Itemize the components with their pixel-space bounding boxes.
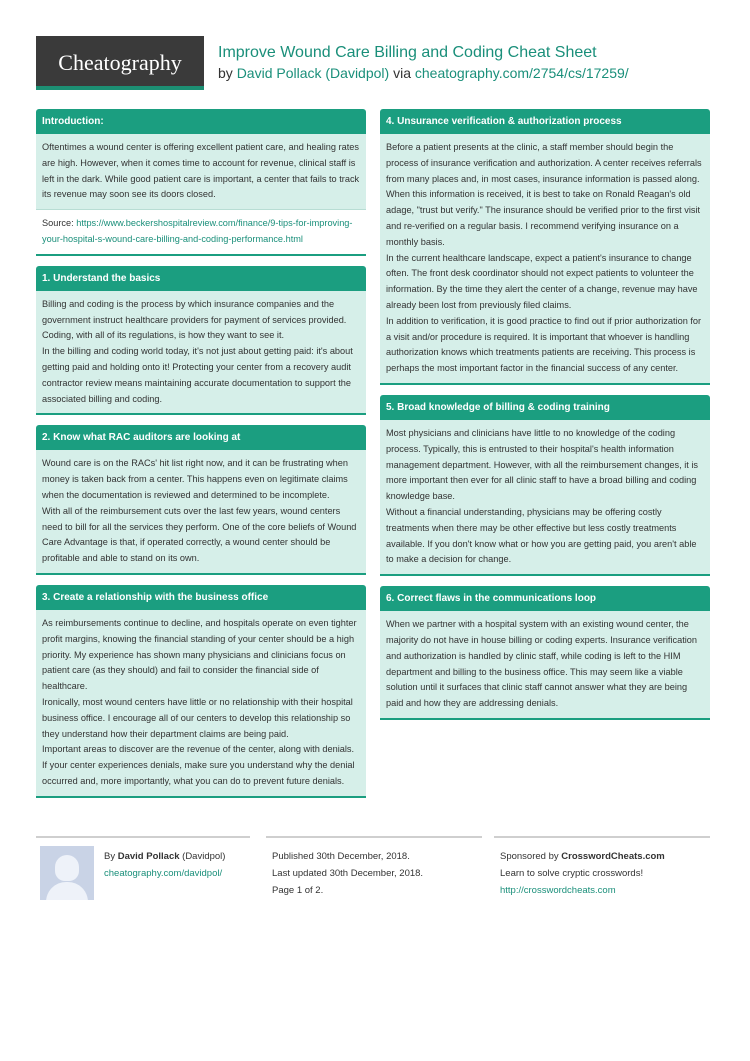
source-row (36, 209, 366, 254)
paragraph: Most physicians and clinicians have little to no knowledge of the coding process. Typically, this is entrusted to their hospital's health information management department. However, with all the reimbursement changes, it is more important then ever for all clinic staff to have a broad billing and coding knowledge base. (386, 427, 699, 502)
section-communications-loop (380, 586, 710, 720)
right-column (380, 109, 710, 730)
paragraph: In addition to verification, it is good practice to find out if prior authorization for a visit and/or procedure is required. It is important that whoever is handling authorization knows which treatments patients are receiving. This process is perhaps the most important factor in the financial success of any center. (386, 315, 702, 374)
section-heading: Introduction: (36, 109, 366, 134)
section-rac-auditors (36, 425, 366, 575)
section-heading: 5. Broad knowledge of billing & coding training (380, 395, 710, 420)
sponsor-name: CrosswordCheats.com (561, 851, 665, 862)
sponsored-by-label: Sponsored by (500, 851, 559, 862)
footer-sponsor (494, 836, 710, 899)
section-heading: 1. Understand the basics (36, 266, 366, 291)
paragraph: As reimbursements continue to decline, and hospitals operate on even tighter profit margins, knowing the financial standing of your center should be a high priority. My experience has shown many physicians and clinicians focus on patient care (as they should) and fail to consider the financial side of healthcare. (42, 617, 357, 692)
footer-author-name: David Pollack (117, 851, 180, 862)
page-title: Improve Wound Care Billing and Coding Cheat Sheet (218, 44, 597, 61)
section-heading: 6. Correct flaws in the communications loop (380, 586, 710, 611)
paragraph: Without a financial understanding, physicians may be offering costly treatments when there may be other effective but less costly treatments available. If you don't know what or how you are getting paid, you aren't able to make a decision for change. (386, 506, 697, 565)
section-billing-training (380, 395, 710, 576)
section-body (380, 420, 710, 574)
paragraph: In the current healthcare landscape, expect a patient's insurance to change often. The front desk coordinator should not expect patients to volunteer the information. By the time they alert the center of a change, revenue may have already been lost from previously filed claims. (386, 252, 698, 310)
paragraph: Oftentimes a wound center is offering excellent patient care, and healing rates are high. However, when it comes time to account for revenue, clinical staff is left in the dark. While good patient care is important, a center that fails to track its revenue may soon see its doors closed. (42, 142, 360, 200)
section-body (380, 611, 710, 718)
sponsor-tagline: Learn to solve cryptic crosswords! (500, 868, 644, 879)
page-number: Page 1 of 2. (272, 885, 324, 896)
byline (218, 65, 629, 81)
section-body (36, 134, 366, 209)
paragraph: In the billing and coding world today, it's not just about getting paid: it's about getting paid and holding onto it! Protecting your center from a recovery audit contractor review means maintaining accurate documentation to support the associated billing and coding. (42, 346, 353, 404)
source-label: Source: (42, 218, 74, 229)
section-heading: 3. Create a relationship with the business office (36, 585, 366, 610)
section-introduction (36, 109, 366, 256)
paragraph: Ironically, most wound centers have little or no relationship with their hospital business office. I encourage all of our centers to develop this relationship so they understand how their department claims are being paid. (42, 696, 353, 739)
byline-via: via (393, 65, 411, 81)
published-date: Published 30th December, 2018. (272, 851, 410, 862)
paragraph: Wound care is on the RACs' hit list right now, and it can be frustrating when money is taken back from a center. This happens even on legitimate claims when the documentation is reviewed and determined to be incomplete. (42, 458, 348, 500)
section-understand-basics (36, 266, 366, 416)
paragraph: Important areas to discover are the revenue of the center, along with denials. If your center experiences denials, make sure you understand why the denial occurred and, more importantly, what you can do to prevent future denials. (42, 744, 355, 786)
author-info (104, 848, 250, 882)
section-business-office (36, 585, 366, 798)
footer-author-link[interactable]: cheatography.com/davidpol/ (104, 868, 223, 879)
title-block (218, 44, 629, 81)
paragraph: Billing and coding is the process by which insurance companies and the government instruct healthcare providers for payment of services provided. Coding, with all of its regulations, is how they want to see it. (42, 298, 347, 341)
sheet-url-link[interactable]: cheatography.com/2754/cs/17259/ (414, 65, 629, 81)
cheatography-logo[interactable]: Cheatography (36, 36, 204, 90)
updated-date: Last updated 30th December, 2018. (272, 868, 424, 879)
author-link[interactable]: David Pollack (Davidpol) (236, 65, 390, 81)
footer-author-handle: (Davidpol) (182, 851, 226, 862)
byline-by: by (218, 65, 233, 81)
paragraph: When we partner with a hospital system with an existing wound center, the majority do not have in house billing or coding experts. Insurance verification and authorization is handled by clinic staff, while coding is left to the HIM department and billing to the business office. This may seem like a viable solution until it surfaces that clinic staff cannot answer what they are being paid and how they are addressing denials. (386, 619, 698, 709)
section-heading: 2. Know what RAC auditors are looking at (36, 425, 366, 450)
section-body (380, 134, 710, 383)
footer-dates (266, 836, 482, 899)
section-body (36, 291, 366, 414)
section-insurance-verification (380, 109, 710, 385)
page-footer (36, 836, 710, 926)
sponsor-link[interactable]: http://crosswordcheats.com (500, 885, 616, 896)
left-column (36, 109, 366, 808)
footer-author (36, 836, 250, 882)
section-heading: 4. Unsurance verification & authorization process (380, 109, 710, 134)
page-header (36, 36, 716, 92)
paragraph: Before a patient presents at the clinic, a staff member should begin the process of insurance verification and authorization. A center receives referrals from many places and, in most cases, insurance information is passed along. When this information is received, it is best to take on Ronald Reagan's old adage, "trust but verify." The insurance should be verified prior to the first visit and re-verified on a regular basis. I recommend verifying insurance on a monthly basis. (386, 142, 702, 247)
avatar-placeholder-icon (40, 846, 94, 900)
section-body (36, 610, 366, 796)
source-link[interactable]: https://www.beckershospitalreview.com/finance/9-tips-for-improving-your-hospital-s-wound-care-billing-and-coding-performance.html (42, 218, 353, 244)
section-body (36, 450, 366, 573)
footer-by: By (104, 851, 116, 862)
paragraph: With all of the reimbursement cuts over the last few years, wound centers need to bill for all the services they perform. One of the core beliefs of Wound Care Advantage is that, if operated correctly, a wound center should be profitable and able to stand on its own. (42, 505, 357, 564)
